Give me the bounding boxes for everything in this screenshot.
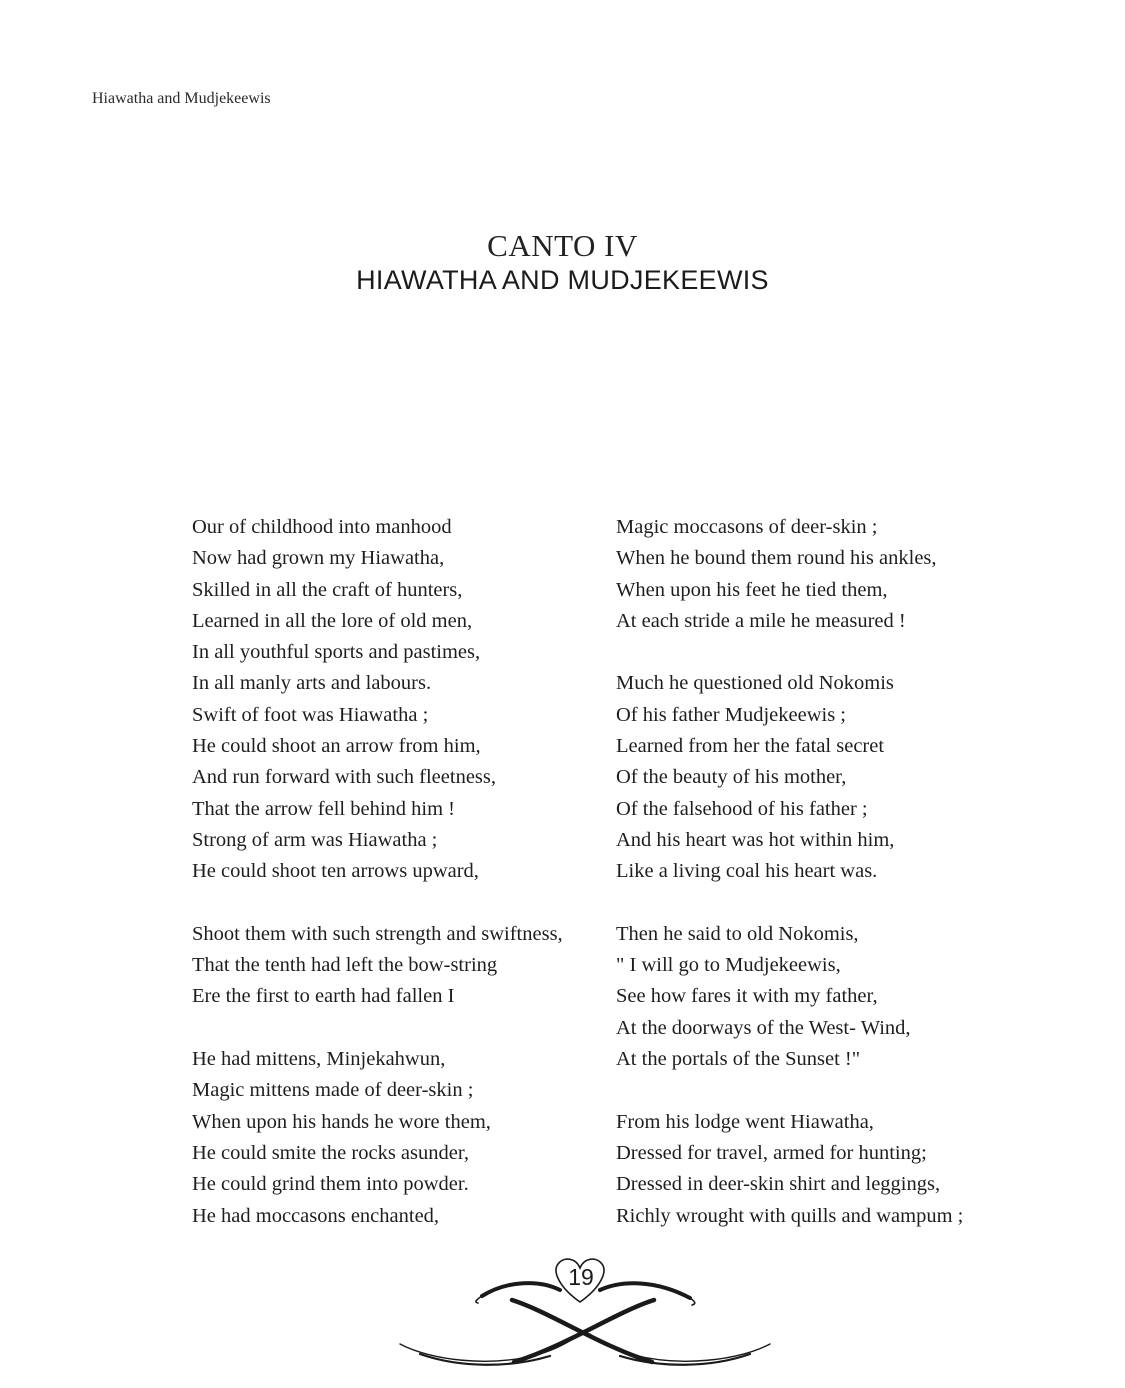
running-header: Hiawatha and Mudjekeewis	[92, 90, 271, 107]
title-block	[0, 228, 1125, 296]
stanza-left-1	[192, 512, 563, 888]
poem-line: Learned in all the lore of old men,	[192, 609, 473, 632]
poem-line: Magic moccasons of deer-skin ;	[616, 516, 878, 538]
page-number: 19	[568, 1264, 594, 1290]
poem-line: Richly wrought with quills and wampum ;	[616, 1204, 964, 1227]
poem-line: Dressed for travel, armed for hunting;	[616, 1141, 927, 1164]
poem-column-right	[616, 512, 963, 1232]
poem-line: When he bound them round his ankles,	[616, 547, 937, 570]
stanza-left-2	[192, 919, 563, 1013]
poem-line: Swift of foot was Hiawatha ;	[192, 703, 429, 726]
poem-column-left	[192, 512, 563, 1232]
chapter-title: HIAWATHA AND MUDJEKEEWIS	[356, 265, 769, 295]
poem-line: Our of childhood into manhood	[192, 516, 452, 538]
poem-line: And run forward with such fleetness,	[192, 766, 497, 789]
poem-line: At the doorways of the West- Wind,	[616, 1016, 911, 1039]
poem-line: He could shoot ten arrows upward,	[192, 860, 479, 883]
poem-line: That the tenth had left the bow-string	[192, 954, 498, 977]
poem-line: Ere the first to earth had fallen I	[192, 985, 455, 1008]
poem-line: At each stride a mile he measured !	[616, 609, 906, 632]
poem-line: When upon his hands he wore them,	[192, 1110, 491, 1133]
stanza-right-3	[616, 919, 963, 1075]
poem-line: Now had grown my Hiawatha,	[192, 547, 445, 570]
poem-line: He could shoot an arrow from him,	[192, 735, 481, 758]
stanza-right-1	[616, 512, 963, 637]
poem-line: Shoot them with such strength and swiftness,	[192, 922, 563, 945]
stanza-right-2	[616, 668, 963, 887]
poem-line: In all youthful sports and pastimes,	[192, 641, 481, 664]
stanza-right-4	[616, 1107, 963, 1232]
poem-line: Skilled in all the craft of hunters,	[192, 578, 463, 601]
poem-line: Like a living coal his heart was.	[616, 860, 878, 883]
poem-line: Of the falsehood of his father ;	[616, 797, 868, 820]
poem-line: He could smite the rocks asunder,	[192, 1141, 469, 1164]
poem-line: Learned from her the fatal secret	[616, 735, 885, 758]
poem-line: See how fares it with my father,	[616, 985, 878, 1008]
poem-line: He had moccasons enchanted,	[192, 1204, 440, 1227]
poem-line: He had mittens, Minjekahwun,	[192, 1048, 446, 1071]
poem-line: " I will go to Mudjekeewis,	[616, 954, 841, 977]
poem-line: Magic mittens made of deer-skin ;	[192, 1079, 474, 1102]
poem-line: From his lodge went Hiawatha,	[616, 1110, 874, 1133]
poem-line: Strong of arm was Hiawatha ;	[192, 828, 438, 851]
poem-line: Of his father Mudjekeewis ;	[616, 703, 846, 726]
canto-heading: CANTO IV	[487, 228, 638, 263]
poem-line: He could grind them into powder.	[192, 1173, 469, 1196]
poem-line: And his heart was hot within him,	[616, 828, 895, 851]
poem-line: At the portals of the Sunset !"	[616, 1048, 861, 1071]
poem-line: In all manly arts and labours.	[192, 672, 432, 695]
poem-line: Then he said to old Nokomis,	[616, 922, 859, 945]
poem-line: Of the beauty of his mother,	[616, 766, 847, 789]
poem-line: Dressed in deer-skin shirt and leggings,	[616, 1173, 941, 1196]
poem-line: When upon his feet he tied them,	[616, 578, 888, 601]
poem-line: That the arrow fell behind him !	[192, 797, 455, 820]
stanza-left-3	[192, 1044, 563, 1232]
poem-line: Much he questioned old Nokomis	[616, 672, 894, 695]
